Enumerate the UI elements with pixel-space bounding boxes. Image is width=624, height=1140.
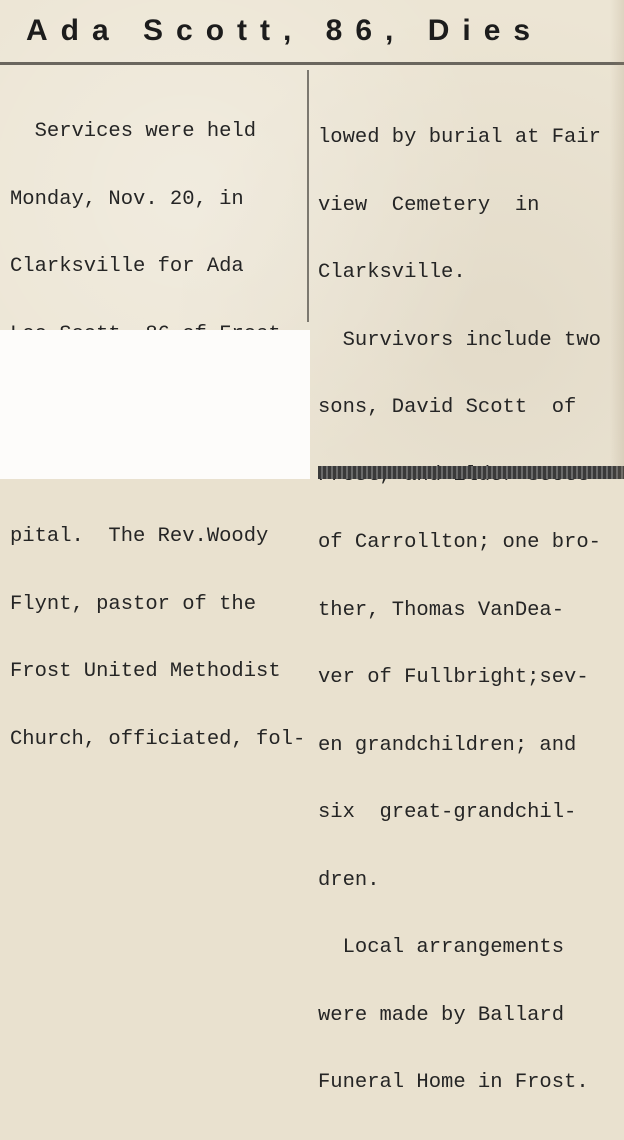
left-line-1: Services were held <box>10 120 257 143</box>
paper-edge-shadow <box>610 0 624 479</box>
right-line-4: Survivors include two <box>318 328 601 352</box>
left-line-8: Flynt, pastor of the <box>10 592 257 616</box>
cutout-blank-area <box>0 330 310 479</box>
right-line-14: were made by Ballard <box>318 1003 565 1027</box>
right-column <box>318 82 618 1140</box>
right-line-11: six great-grandchil- <box>318 801 577 824</box>
right-line-5: sons, David Scott of <box>318 396 577 419</box>
obituary-headline: Ada Scott, 86, Dies <box>26 14 544 47</box>
left-line-9: Frost United Methodist <box>10 660 281 683</box>
right-line-12: dren. <box>318 868 380 892</box>
left-line-10: Church, officiated, fol- <box>10 727 306 751</box>
bottom-rule <box>318 466 624 479</box>
left-line-2: Monday, Nov. 20, in <box>10 187 244 211</box>
right-line-2: view Cemetery in <box>318 193 540 217</box>
right-line-10: en grandchildren; and <box>318 733 577 757</box>
right-line-13: Local arrangements <box>318 936 565 959</box>
headline-rule <box>0 62 624 65</box>
right-line-1: lowed by burial at Fair <box>318 126 601 149</box>
right-line-9: ver of Fullbright;sev- <box>318 666 589 689</box>
right-line-8: ther, Thomas VanDea- <box>318 598 565 622</box>
left-line-3: Clarksville for Ada <box>10 255 244 278</box>
right-line-7: of Carrollton; one bro- <box>318 531 601 554</box>
right-line-3: Clarksville. <box>318 261 466 284</box>
column-divider <box>307 70 309 322</box>
left-line-7: pital. The Rev.Woody <box>10 525 269 548</box>
right-line-15: Funeral Home in Frost. <box>318 1071 589 1094</box>
